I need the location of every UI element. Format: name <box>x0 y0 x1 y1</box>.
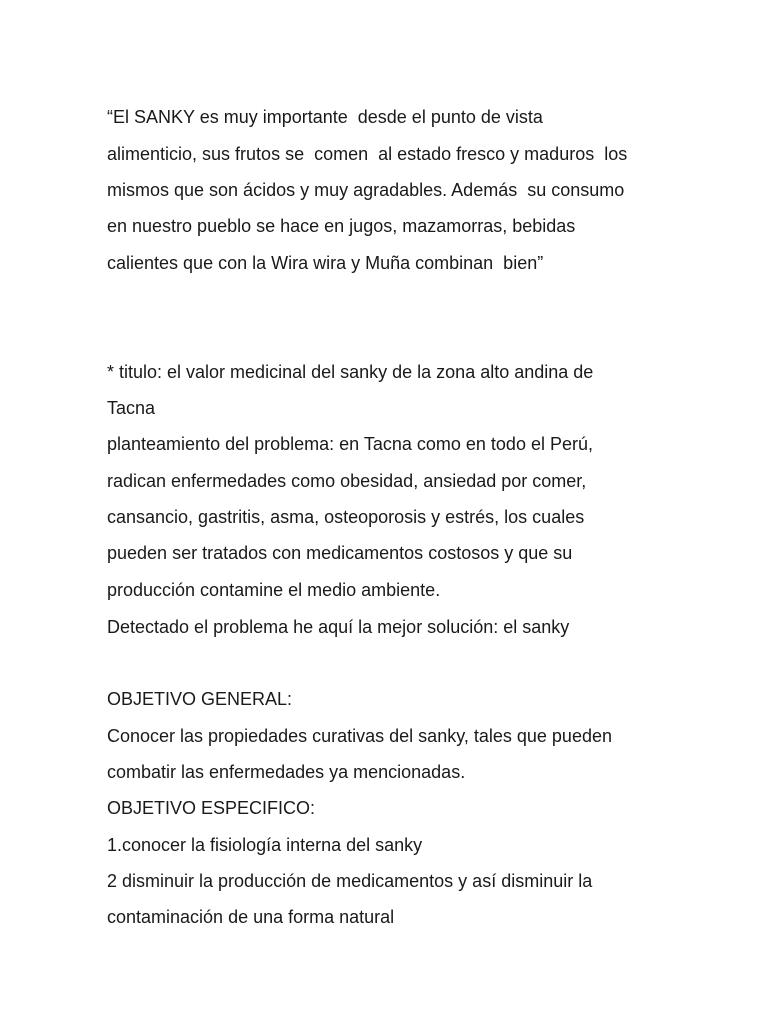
specific-objective-item-2: 2 disminuir la producción de medicamentos y así disminuir la <box>107 871 593 891</box>
problem-line-4: pueden ser tratados con medicamentos costosos y que su <box>107 543 573 563</box>
problem-line-2: radican enfermedades como obesidad, ansiedad por comer, <box>107 471 587 491</box>
problem-line-6: Detectado el problema he aquí la mejor solución: el sanky <box>107 617 570 637</box>
title-line-2: Tacna <box>107 398 156 418</box>
specific-objective-heading: OBJETIVO ESPECIFICO: <box>107 798 316 818</box>
quote-line-1: “El SANKY es muy importante desde el punto de vista <box>107 107 543 127</box>
problem-line-3: cansancio, gastritis, asma, osteoporosis y estrés, los cuales <box>107 507 585 527</box>
quote-line-3: mismos que son ácidos y muy agradables. Además su consumo <box>107 180 625 200</box>
general-objective-line-1: Conocer las propiedades curativas del sanky, tales que pueden <box>107 726 612 746</box>
quote-line-5: calientes que con la Wira wira y Muña combinan bien” <box>107 253 544 273</box>
specific-objective-item-3: contaminación de una forma natural <box>107 907 395 927</box>
specific-objective-item-1: 1.conocer la fisiología interna del sanky <box>107 835 423 855</box>
general-objective-heading: OBJETIVO GENERAL: <box>107 689 293 709</box>
title-line-1: * titulo: el valor medicinal del sanky de la zona alto andina de <box>107 362 594 382</box>
problem-line-5: producción contamine el medio ambiente. <box>107 580 441 600</box>
quote-line-2: alimenticio, sus frutos se comen al estado fresco y maduros los <box>107 144 628 164</box>
problem-line-1: planteamiento del problema: en Tacna como en todo el Perú, <box>107 434 593 454</box>
general-objective-line-2: combatir las enfermedades ya mencionadas. <box>107 762 466 782</box>
quote-line-4: en nuestro pueblo se hace en jugos, mazamorras, bebidas <box>107 216 576 236</box>
